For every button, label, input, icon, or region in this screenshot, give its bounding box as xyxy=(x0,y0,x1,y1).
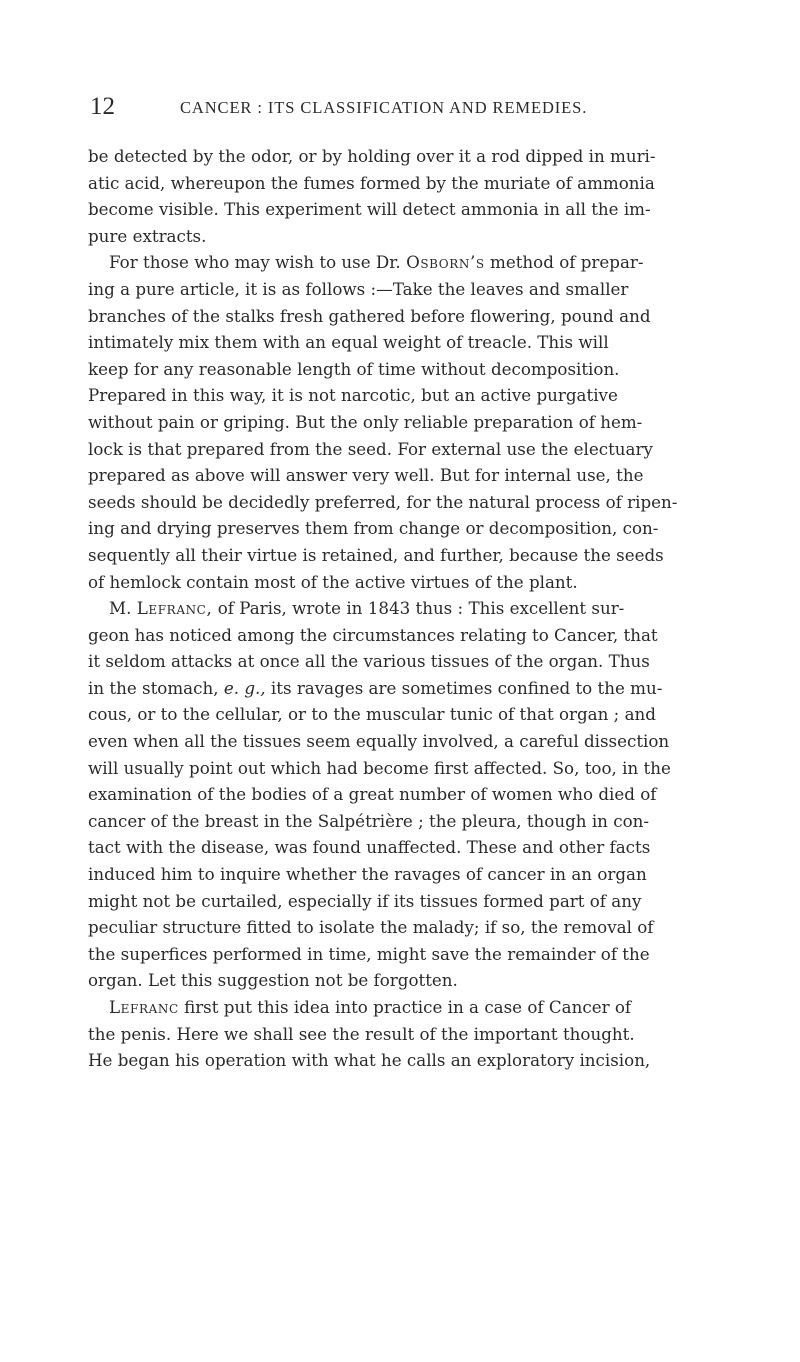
text-segment: in the stomach, xyxy=(88,677,219,698)
text-line xyxy=(88,675,738,702)
text-line: He began his operation with what he calls an exploratory incision, xyxy=(88,1050,651,1071)
text-line: examination of the bodies of a great number of women who died of xyxy=(88,784,657,805)
text-line: tact with the disease, was found unaffected. These and other facts xyxy=(88,837,651,858)
author-name: Lefranc, xyxy=(136,598,213,619)
text-line: prepared as above will answer very well. But for internal use, the xyxy=(88,465,644,486)
text-line: pure extracts. xyxy=(88,225,207,246)
text-line: the penis. Here we shall see the result of the important thought. xyxy=(88,1023,635,1044)
text-segment: method of prepar- xyxy=(490,252,644,273)
text-line: cancer of the breast in the Salpétrière ; the pleura, though in con- xyxy=(88,810,650,831)
text-line: peculiar structure fitted to isolate the malady; if so, the removal of xyxy=(88,917,654,938)
italic-abbreviation: e. g., xyxy=(223,677,266,698)
text-line: cous, or to the cellular, or to the muscular tunic of that organ ; and xyxy=(88,704,656,725)
text-segment: first put this idea into practice in a case of Cancer of xyxy=(184,997,632,1017)
author-name: Lefranc xyxy=(109,997,179,1017)
text-line: even when all the tissues seem equally involved, a careful dissection xyxy=(88,731,670,752)
text-line: atic acid, whereupon the fumes formed by the muriate of ammonia xyxy=(88,172,655,193)
body-text xyxy=(88,143,738,1074)
text-line: the superfices performed in time, might save the remainder of the xyxy=(88,943,650,964)
text-line: organ. Let this suggestion not be forgotten. xyxy=(88,970,458,991)
running-title: CANCER : ITS CLASSIFICATION AND REMEDIES. xyxy=(180,98,588,117)
running-head xyxy=(90,92,730,122)
text-line: branches of the stalks fresh gathered before flowering, pound and xyxy=(88,305,651,326)
author-name: Osborn’s xyxy=(406,252,485,273)
text-segment: of Paris, wrote in 1843 thus : This excellent sur- xyxy=(217,598,625,619)
text-line: be detected by the odor, or by holding over it a rod dipped in muri- xyxy=(88,146,656,166)
text-line: might not be curtailed, especially if its tissues formed part of any xyxy=(88,890,642,911)
text-line: will usually point out which had become first affected. So, too, in the xyxy=(88,757,671,778)
text-line: intimately mix them with an equal weight of treacle. This will xyxy=(88,332,609,353)
text-line: keep for any reasonable length of time without decomposition. xyxy=(88,358,620,379)
text-line: it seldom attacks at once all the various tissues of the organ. Thus xyxy=(88,651,650,672)
text-line: geon has noticed among the circumstances relating to Cancer, that xyxy=(88,624,658,645)
text-line xyxy=(88,994,738,1021)
text-line xyxy=(88,595,738,622)
text-segment: its ravages are sometimes confined to the mu- xyxy=(270,677,663,698)
text-line: induced him to inquire whether the ravages of cancer in an organ xyxy=(88,864,647,885)
text-line: Prepared in this way, it is not narcotic, but an active purgative xyxy=(88,385,618,406)
text-line: ing and drying preserves them from change or decomposition, con- xyxy=(88,518,659,539)
text-line: ing a pure article, it is as follows :—Take the leaves and smaller xyxy=(88,278,629,299)
text-segment: For those who may wish to use Dr. xyxy=(109,252,401,273)
text-line xyxy=(88,249,738,276)
text-segment: M. xyxy=(109,598,132,619)
text-line: without pain or griping. But the only reliable preparation of hem- xyxy=(88,411,643,432)
text-line: seeds should be decidedly preferred, for the natural process of ripen- xyxy=(88,491,678,512)
text-line: become visible. This experiment will detect ammonia in all the im- xyxy=(88,199,651,220)
text-line: sequently all their virtue is retained, and further, because the seeds xyxy=(88,544,664,565)
page-number: 12 xyxy=(90,93,115,120)
text-line: lock is that prepared from the seed. For external use the electuary xyxy=(88,438,653,459)
text-line: of hemlock contain most of the active virtues of the plant. xyxy=(88,571,578,592)
